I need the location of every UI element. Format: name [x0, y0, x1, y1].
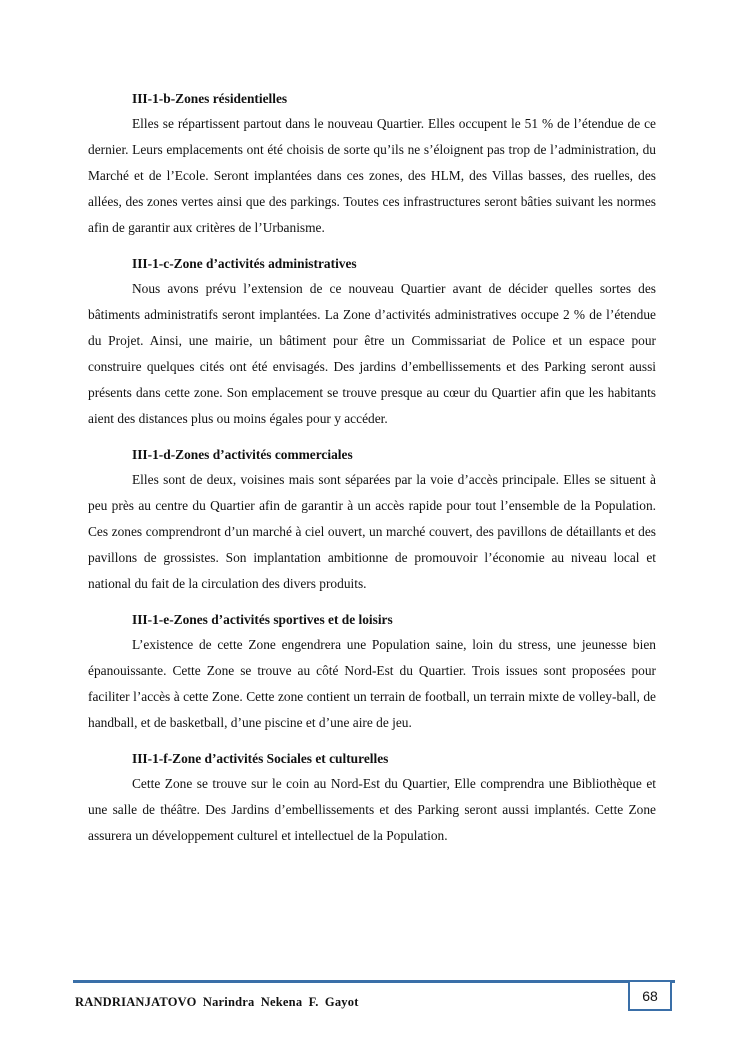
- section-heading: III-1-f-Zone d’activités Sociales et culturelles: [132, 751, 389, 766]
- section-heading: III-1-c-Zone d’activités administratives: [132, 256, 357, 271]
- section-heading: III-1-d-Zones d’activités commerciales: [132, 447, 353, 462]
- footer-author: RANDRIANJATOVO Narindra Nekena F. Gayot: [75, 995, 359, 1009]
- section-zones-residentielles: [88, 86, 656, 241]
- section-paragraph: Elles sont de deux, voisines mais sont séparées par la voie d’accès principale. Elles se situent à peu près au centre du Quartier afin de garantir à un accès rapide pour tout l’ensemble de la Population. Ces zones comprendront d’un marché à ciel ouvert, un marché couvert, des pavillons de détaillants et des pavillons de grossistes. Son implantation ambitionne de promouvoir l’économie au niveau local et national du fait de la circulation des divers produits.: [88, 472, 656, 591]
- section-paragraph: Cette Zone se trouve sur le coin au Nord-Est du Quartier, Elle comprendra une Bibliothèque et une salle de théâtre. Des Jardins d’embellissements et des Parking seront aussi implantés. Cette Zone assurera un développement culturel et intellectuel de la Population.: [88, 776, 656, 843]
- section-zones-commerciales: [88, 442, 656, 597]
- page-number: 68: [642, 987, 658, 1004]
- section-paragraph: Nous avons prévu l’extension de ce nouveau Quartier avant de décider quelles sortes des bâtiments administratifs seront implantées. La Zone d’activités administratives occupe 2 % de l’étendue du Projet. Ainsi, une mairie, un bâtiment pour être un Commissariat de Police et un espace pour construire quelques cités ont été envisagés. Des jardins d’embellissements et des Parking seront aussi présents dans cette zone. Son emplacement se trouve presque au cœur du Quartier afin que les habitants aient des distances plus ou moins égales pour y accéder.: [88, 281, 656, 426]
- section-zone-administratives: [88, 251, 656, 432]
- section-heading: III-1-e-Zones d’activités sportives et de loisirs: [132, 612, 393, 627]
- footer-divider: [73, 980, 675, 983]
- section-heading: III-1-b-Zones résidentielles: [132, 91, 288, 106]
- section-paragraph: L’existence de cette Zone engendrera une Population saine, loin du stress, une jeunesse bien épanouissante. Cette Zone se trouve au côté Nord-Est du Quartier. Trois issues sont proposées pour faciliter l’accès à cette Zone. Cette zone contient un terrain de football, un terrain mixte de volley-ball, de handball, et de basketball, d’une piscine et d’une aire de jeu.: [88, 637, 656, 730]
- section-zones-sportives: [88, 607, 656, 736]
- section-zone-sociales-culturelles: [88, 746, 656, 849]
- section-paragraph: Elles se répartissent partout dans le nouveau Quartier. Elles occupent le 51 % de l’étendue de ce dernier. Leurs emplacements ont été choisis de sorte qu’ils ne s’éloignent pas trop de l’administration, du Marché et de l’Ecole. Seront implantées dans ces zones, des HLM, des Villas basses, des ruelles, des allées, des zones vertes ainsi que des parkings. Toutes ces infrastructures seront bâties suivant les normes afin de garantir aux critères de l’Urbanisme.: [88, 116, 656, 235]
- document-body: [88, 86, 656, 859]
- page-number-box: [628, 980, 672, 1011]
